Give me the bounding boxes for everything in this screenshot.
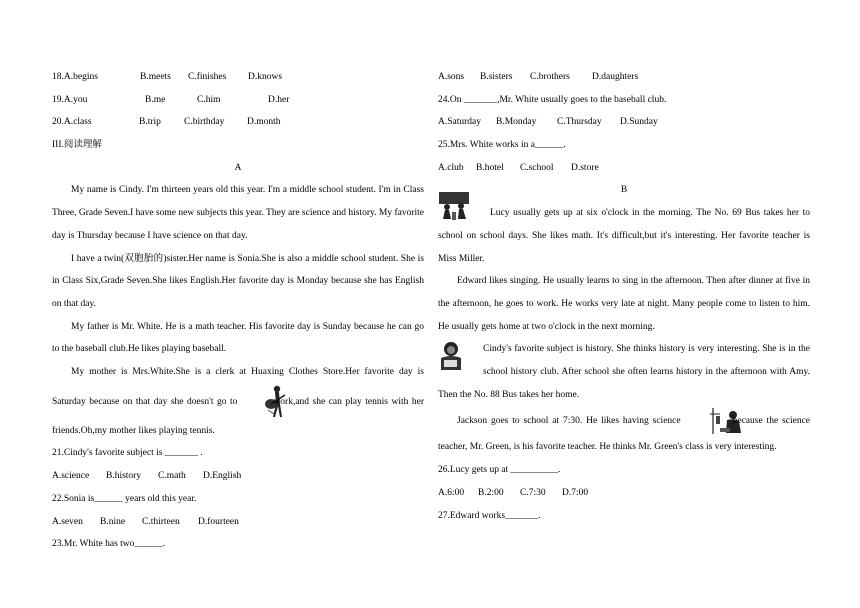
option-21-a[interactable]: A.science — [52, 471, 90, 482]
question-27: 27.Edward works_______. — [438, 510, 541, 521]
option-25-a[interactable]: A.club — [438, 162, 464, 173]
option-24-b[interactable]: B.Monday — [496, 117, 537, 128]
option-25-d[interactable]: D.store — [571, 162, 599, 173]
running-kids-image — [438, 190, 470, 222]
option-23-d[interactable]: D.daughters — [592, 72, 639, 82]
question-26: 26.Lucy gets up at __________. — [438, 465, 561, 476]
question-22: 22.Sonia is______ years old this year. — [52, 493, 197, 504]
option-24-d[interactable]: D.Sunday — [620, 117, 658, 128]
option-22-c[interactable]: C.thirteen — [142, 516, 180, 527]
option-26-d[interactable]: D.7:00 — [562, 487, 589, 498]
right-column — [438, 66, 810, 527]
option-18-a[interactable]: 18.A.begins — [52, 72, 98, 82]
option-18-c[interactable]: C.finishes — [188, 72, 227, 82]
option-22-b[interactable]: B.nine — [100, 516, 126, 527]
question-21-options — [52, 465, 424, 488]
question-20-options — [52, 111, 424, 134]
question-24-options — [438, 111, 810, 134]
question-23-options — [438, 66, 810, 89]
passage-b-paragraph-2: Edward likes singing. He usually learns to sing in the afternoon. Then after dinner at five in the afternoon, he goes to work. He works very late at night. Many people come to listen to him. He usually gets home at two o'clock in the next morning. — [438, 276, 810, 332]
option-21-b[interactable]: B.history — [106, 471, 142, 482]
option-19-c[interactable]: C.him — [197, 94, 221, 105]
option-26-b[interactable]: B.2:00 — [478, 487, 504, 498]
question-21: 21.Cindy's favorite subject is _______ . — [52, 448, 203, 459]
jackson-part-2: because the science teacher, Mr. Green, is his favorite teacher. He thinks — [438, 416, 811, 453]
passage-a-paragraph-4 — [52, 361, 424, 442]
left-column — [52, 66, 424, 556]
question-25-options — [438, 157, 810, 180]
guitar-player-image — [241, 384, 269, 420]
option-23-a[interactable]: A.sons — [438, 72, 465, 82]
cindy-paragraph: Cindy's favorite subject is history. She thinks history is very interesting. She is in the school history club. After school she often learns history in the afternoon with Amy. Then the No. 88 Bus takes her home. — [438, 344, 810, 400]
paragraph-4-part-1: My mother is Mrs.White.She is a clerk at Huaxing Clothes Store.Her favorite day is Saturday because on that day she doesn't go to — [52, 367, 424, 407]
option-19-b[interactable]: B.me — [145, 94, 166, 105]
passage-b-paragraph-3 — [438, 338, 810, 406]
question-19-options — [52, 89, 424, 112]
option-20-a[interactable]: 20.A.class — [52, 117, 92, 128]
passage-b-paragraph-1 — [438, 202, 810, 270]
paragraph-4-part-2: work,and she can play tennis with her friends.Oh,my mother likes playing tennis. — [52, 396, 424, 436]
passage-b-paragraph-4 — [438, 406, 810, 459]
passage-a-title: A — [234, 162, 242, 173]
option-24-c[interactable]: C.Thursday — [557, 117, 602, 128]
option-20-b[interactable]: B.trip — [139, 117, 161, 128]
question-26-options — [438, 482, 810, 505]
reading-girl-image — [438, 340, 463, 372]
option-22-a[interactable]: A.seven — [52, 516, 83, 527]
option-21-c[interactable]: C.math — [158, 471, 186, 482]
option-19-a[interactable]: 19.A.you — [52, 94, 88, 105]
option-24-a[interactable]: A.Saturday — [438, 117, 482, 128]
option-23-b[interactable]: B.sisters — [480, 72, 513, 82]
option-21-d[interactable]: D.English — [203, 471, 242, 482]
option-20-d[interactable]: D.month — [247, 117, 281, 128]
section-heading-reading: III.阅读理解 — [52, 140, 102, 151]
option-25-b[interactable]: B.hotel — [476, 162, 504, 173]
question-18-options — [52, 66, 424, 89]
option-18-b[interactable]: B.meets — [140, 72, 171, 82]
passage-a-paragraph-3: My father is Mr. White. He is a math teacher. His favorite day is Sunday because he can go to the baseball club.He likes playing baseball. — [52, 321, 424, 355]
option-20-c[interactable]: C.birthday — [184, 117, 225, 128]
question-23: 23.Mr. White has two______. — [52, 539, 166, 550]
option-23-c[interactable]: C.brothers — [530, 72, 570, 82]
question-22-options — [52, 511, 424, 534]
science-lab-image — [689, 406, 725, 436]
question-25: 25.Mrs. White works in a______. — [438, 140, 566, 151]
passage-a-paragraph-2: I have a twin(双胞胎的)sister.Her name is Sonia.She is also a middle school student. She is in Class Six,Grade Seven.She likes English.Her favorite day is Monday because she has English on that day. — [52, 253, 424, 309]
lucy-paragraph: Lucy usually gets up at six o'clock in the morning. The No. 69 Bus takes her to school on school days. She likes math. It's difficult,but it's interesting. Her favorite teacher is Miss Miller. — [438, 208, 810, 264]
option-25-c[interactable]: C.school — [520, 162, 554, 173]
option-26-c[interactable]: C.7:30 — [520, 487, 546, 498]
option-18-d[interactable]: D.knows — [248, 72, 283, 82]
question-24: 24.On _______,Mr. White usually goes to the baseball club. — [438, 94, 667, 105]
jackson-part-3: Mr. Green's class is very interesting. — [638, 442, 777, 453]
passage-b-title: B — [620, 185, 628, 196]
jackson-part-1: Jackson goes to school at 7:30. He likes having science — [457, 416, 681, 427]
passage-a-paragraph-1: My name is Cindy. I'm thirteen years old this year. I'm a middle school student. I'm in Class Three, Grade Seven.I have some new subjects this year. They are science and history. My favorite day is Thursday because I have science on that day. — [52, 185, 424, 241]
option-22-d[interactable]: D.fourteen — [198, 516, 239, 527]
option-19-d[interactable]: D.her — [268, 94, 290, 105]
option-26-a[interactable]: A.6:00 — [438, 487, 465, 498]
